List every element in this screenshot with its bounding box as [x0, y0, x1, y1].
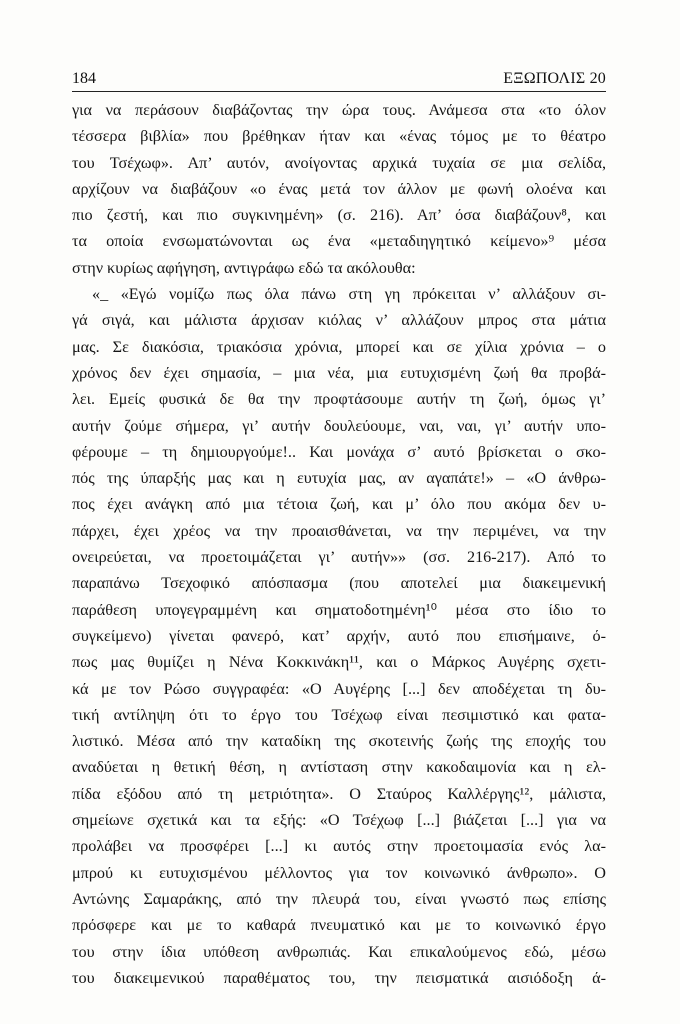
quote-line: λει. Εμείς φυσικά δε θα την προφτάσουμε αυτήν τη ζωή, όμως γι’	[72, 390, 606, 409]
text-line: του Τσέχωφ». Απ’ αυτόν, ανοίγοντας αρχικά τυχαία σε μια σελίδα,	[72, 153, 606, 172]
text-line: πως μας θυμίζει η Νένα Κοκκινάκη¹¹, και ο Μάρκος Αυγέρης σχετι-	[72, 653, 606, 672]
running-title: ΕΞΩΠΟΛΙΣ 20	[503, 70, 606, 87]
text-line: του στην ίδια υπόθεση ανθρωπιάς. Και επικαλούμενος εδώ, μέσω	[72, 942, 606, 961]
text-line: στην κυρίως αφήγηση, αντιγράφω εδώ τα ακόλουθα:	[72, 258, 416, 277]
text-line: πιο ζεστή, και πιο συγκινημένη» (σ. 216). Απ’ όσα διαβάζουν⁸, και	[72, 206, 606, 225]
text-line: πρόσφερε και με το καθαρά πνευματικό και με το κοινωνικό έργο	[72, 916, 606, 935]
page-header	[72, 66, 606, 88]
header-rule	[72, 91, 606, 92]
text-line: σημείωνε σχετικά και τα εξής: «Ο Τσέχωφ [...] βιάζεται [...] για να	[72, 811, 606, 830]
quote-line: πος έχει ανάγκη από μια τέτοια ζωή, και μ’ όλο που ακόμα δεν υ-	[72, 495, 606, 514]
text-line: τέσσερα βιβλία» που βρέθηκαν ήταν και «ένας τόμος με το θέατρο	[72, 127, 606, 146]
quote-line: πός της ύπαρξής μας και η ευτυχία μας, αν αγαπάτε!» – «Ο άνθρω-	[72, 469, 606, 488]
text-line: αναδύεται η θετική θέση, η αντίσταση στην κακοδαιμονία και η ελ-	[72, 758, 606, 777]
text-line: παραπάνω Τσεχοφικό απόσπασμα (που αποτελεί μια διακειμενική	[72, 574, 606, 593]
quote-line: «_ «Εγώ νομίζω πως όλα πάνω στη γη πρόκειται ν’ αλλάξουν σι-	[92, 285, 606, 304]
quote-line: πάρχει, έχει χρέος να την προαισθάνεται, να την περιμένει, να την	[72, 521, 606, 540]
text-line: Αντώνης Σαμαράκης, από την πλευρά του, είναι γνωστό πως επίσης	[72, 889, 606, 908]
text-line: συγκείμενο) γίνεται φανερό, κατ’ αρχήν, αυτό που επισήμαινε, ό-	[72, 626, 606, 645]
text-line: πίδα εξόδου από τη μετριότητα». Ο Σταύρος Καλλέργης¹², μάλιστα,	[72, 784, 606, 803]
text-line: του διακειμενικού παραθέματος του, την πεισματικά αισιόδοξη ά-	[72, 968, 606, 987]
text-line: προλάβει να προσφέρει [...] κι αυτός στην προετοιμασία ενός λα-	[72, 837, 606, 856]
quote-line: αυτήν ζούμε σήμερα, γι’ αυτήν δουλεύουμε, ναι, ναι, γι’ αυτήν υπο-	[72, 416, 606, 435]
text-line: ονειρεύεται, να προετοιμάζεται γι’ αυτήν»» (σσ. 216-217). Από το	[72, 548, 606, 567]
quote-line: γά σιγά, και μάλιστα άρχισαν κιόλας ν’ αλλάζουν μπρος στα μάτια	[72, 311, 606, 330]
quote-line: χρόνος δεν έχει σημασία, – μια νέα, μια ευτυχισμένη ζωή θα προβά-	[72, 363, 606, 382]
text-line: παράθεση υπογεγραμμένη και σηματοδοτημένη¹⁰ μέσα στο ίδιο το	[72, 600, 606, 619]
quote-line: φέρουμε – τη δημιουργούμε!.. Και μονάχα σ’ αυτό βρίσκεται ο σκο-	[72, 442, 606, 461]
body-text	[72, 97, 606, 991]
page-number: 184	[72, 70, 96, 87]
text-line: αρχίζουν να διαβάζουν «ο ένας μετά τον άλλον με φωνή ολοένα και	[72, 179, 606, 198]
text-line: για να περάσουν διαβάζοντας την ώρα τους. Ανάμεσα στα «το όλον	[72, 101, 606, 119]
text-line: τα οποία ενσωματώνονται ως ένα «μεταδιηγητικό κείμενο»⁹ μέσα	[72, 232, 606, 251]
text-line: μπρού κι ευτυχισμένου μέλλοντος για τον κοινωνικό άνθρωπο». Ο	[72, 863, 606, 882]
text-line: τική αντίληψη ότι το έργο του Τσέχωφ είναι πεσιμιστικό και φατα-	[72, 705, 606, 724]
quote-line: μας. Σε διακόσια, τριακόσια χρόνια, μπορεί και σε χίλια χρόνια – ο	[72, 337, 606, 356]
text-line: κά με τον Ρώσο συγγραφέα: «Ο Αυγέρης [...] δεν αποδέχεται τη δυ-	[72, 679, 606, 698]
text-line: λιστικό. Μέσα από την καταδίκη της σκοτεινής ζωής της εποχής του	[72, 732, 606, 751]
